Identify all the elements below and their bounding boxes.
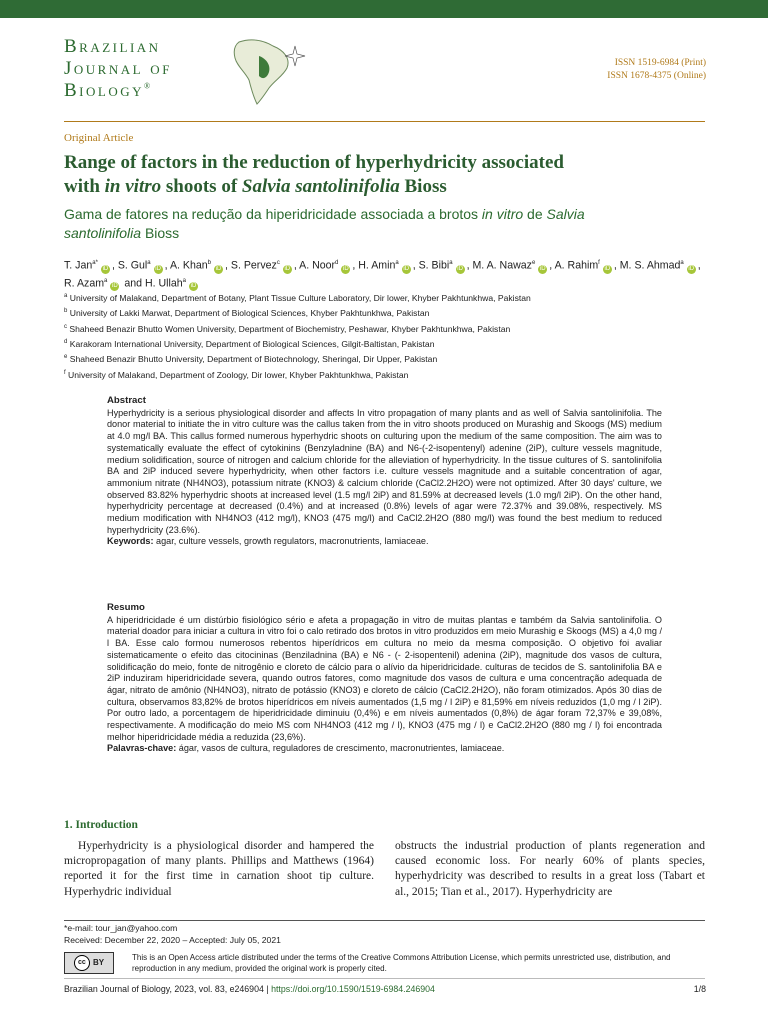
author-list: T. Jan$^{a*}$iD , S. Gul$^a$iD , A. Khan$^b$iD , S. Pervez$^c$iD , A. Noor$^d$iD , H. Amin$^a$iD , S. Bibi$^a$iD , M. A. Nawaz$^e$iD , A. Rahim$^f$iD , M. S. Ahmad$^a$iD , R. Azam$^a$iD and H. Ullah$^a$iD xyxy=(64,259,701,290)
orcid-icon[interactable]: iD xyxy=(190,283,197,290)
author-affiliation-mark: a xyxy=(104,277,108,284)
author-name: S. Bibi xyxy=(418,259,450,272)
title-line-2: with in vitro shoots of Salvia santolinifolia Bioss xyxy=(64,176,447,197)
author-affiliation-mark: a xyxy=(147,260,151,266)
top-color-bar xyxy=(0,0,768,18)
author-name: H. Amin xyxy=(358,259,396,272)
author-affiliation-mark: f xyxy=(598,260,600,266)
corresponding-email: *e-mail: tour_jan@yahoo.com xyxy=(64,923,178,933)
orcid-icon[interactable]: iD xyxy=(343,265,349,272)
issn-block xyxy=(607,57,706,83)
author-name: S. Pervez xyxy=(230,259,277,272)
author-affiliation-mark: e xyxy=(531,260,536,266)
abstract-text: Hyperhydricity is a serious physiological disorder and affects In vitro propagation of many plants and as well of Salvia santolinifolia. The donor material to initiate the in vitro culture was the callus taken from the in vitro shoots produced on Murashig and Skoogs (MS) medium at 4.0 mg/l BA. This callus formed numerous hyperhydric shoots on culturing upon the medium of the same composition. The aim was to systematically evaluate the effect of cytokinins (Benzyladnine (BA) and N6-(-2-isopentenyl) adenine (2iP), culture vessels magnitude, medium solidification, source of nitrogen and calcium chloride for the alleviation of hyperhydricity. In the tissue cultures of S. santolinifolia BA and 2iP induced severe hyperhydricity, when other factors i.e. culture vessels magnitude and a suitable concentration of agar, ammonium nitrate (NH4NO3), potassium nitrate (KNO3) & calcium chloride (CaCl2.2H2O) were not optimized. After 30 days' culture, we observed 83.82% hyperhydric shoots at increased level (1.5 mg/l 2iP) and 81.59% at decreased levels (1.0 mg/l 2iP). On the other hand, hyperhydricity percentage at decreased (0.4%) and at increased (0.8%) levels of agar were 72.37% and 39.08%, respectively. MS medium modification with NH4NO3 (412 mg/l), KNO3 (475 mg/l) and CaCl2.2H2O (880 mg/l) was found the best medium to reduced hyperhydricity (23.6%). xyxy=(107,407,662,535)
affiliation-item: $^f$ University of Malakand, Department of Zoology, Dir lower, Khyber Pakhtunkhwa, Pakistan xyxy=(64,369,409,380)
author-name: A. Noor xyxy=(299,259,336,272)
title-line-1: Range of factors in the reduction of hyperhydricity associated xyxy=(64,152,564,173)
introduction-column-1: Hyperhydricity is a physiological disorder and hampered the micropropagation of many plants. Phillips and Matthews (1964) reported it for the first time in carnation shoot tip culture. Hyperhydric individual xyxy=(64,840,374,898)
author-affiliation-mark: b xyxy=(207,260,211,266)
issn-print: ISSN 1519-6984 (Print) xyxy=(614,58,706,68)
author-name: H. Ullah xyxy=(144,277,183,290)
author-name: R. Azam xyxy=(64,277,105,290)
orcid-icon[interactable]: iD xyxy=(457,265,463,272)
article-subtitle-portuguese: Gama de fatores na redução da hiperidricidade associada a brotos in vitro de Salvia santolinifolia Bioss xyxy=(64,206,585,241)
author-affiliation-mark: a xyxy=(680,260,684,266)
footer-citation: Brazilian Journal of Biology, 2023, vol. 83, e246904 | https://doi.org/10.1590/1519-6984.246904 xyxy=(64,984,435,994)
author-name: A. Khan xyxy=(169,259,208,272)
author-affiliation-mark: c xyxy=(276,260,280,266)
author-affiliation-mark: a xyxy=(395,260,399,266)
footnote xyxy=(64,923,281,946)
creative-commons-badge[interactable]: cc BY xyxy=(64,952,114,974)
orcid-icon[interactable]: iD xyxy=(688,265,695,272)
logo-word-1: Brazilian xyxy=(64,36,161,57)
orcid-icon[interactable]: iD xyxy=(112,283,118,290)
received-accepted-dates: Received: December 22, 2020 – Accepted: July 05, 2021 xyxy=(64,934,281,945)
article-title xyxy=(64,151,714,199)
author-affiliation-mark: a* xyxy=(92,260,98,266)
orcid-icon[interactable]: iD xyxy=(102,265,109,272)
orcid-icon[interactable]: iD xyxy=(155,265,161,272)
author-name: A. Rahim xyxy=(554,259,599,272)
logo-word-3: Biology® xyxy=(64,80,153,101)
journal-logo xyxy=(64,36,264,106)
introduction-column-2: obstructs the industrial production of plants regeneration and caused economic loss. For nearly 60% of plants species, hyperhydricity was described to results in a great loss (Tabart et al., 2015; Tian et al., 2017). Hyperhydricity are xyxy=(395,840,705,898)
abstract-keywords: Keywords: agar, culture vessels, growth regulators, macronutrients, lamiaceae. xyxy=(107,536,429,547)
affiliation-item: $^e$ Shaheed Benazir Bhutto University, Department of Biotechnology, Sheringal, Dir Upper, Pakistan xyxy=(64,354,438,365)
header-divider xyxy=(64,121,705,122)
orcid-icon[interactable]: iD xyxy=(215,265,222,272)
author-affiliation-mark: a xyxy=(182,277,186,284)
resumo-keywords: Palavras-chave: ágar, vasos de cultura, reguladores de crescimento, macronutrientes, lamiaceae. xyxy=(107,743,505,754)
orcid-icon[interactable]: iD xyxy=(284,265,291,272)
author-name: M. A. Nawaz xyxy=(472,259,532,272)
article-type: Original Article xyxy=(64,132,134,144)
affiliation-item: $^d$ Karakoram International University, Department of Biological Sciences, Gilgit-Baltistan, Pakistan xyxy=(64,338,435,349)
resumo-heading: Resumo xyxy=(107,602,145,613)
author-affiliation-mark: d xyxy=(335,260,339,266)
resumo-section xyxy=(107,602,662,755)
logo-word-2: Journal of xyxy=(64,58,172,79)
affiliation-item: $^b$ University of Lakki Marwat, Department of Biological Sciences, Khyber Pakhtunkhwa, Pakistan xyxy=(64,308,430,319)
affiliation-item: $^a$ University of Malakand, Department of Botany, Plant Tissue Culture Laboratory, Dir lower, Khyber Pakhtunkhwa, Pakistan xyxy=(64,292,531,303)
affiliations xyxy=(64,290,709,382)
abstract-section xyxy=(107,395,662,548)
footnote-divider xyxy=(64,920,705,921)
resumo-text: A hiperidricidade é um distúrbio fisiológico sério e afeta a propagação in vitro de muitas plantas e também da Salvia santolinifolia. O material doador para iniciar a cultura in vitro foi o calo retirado dos brotos in vitro produzidos em meio Murashig e Skoogs (MS) a 4,0 mg / l BA. Esse calo formou numerosos rebentos hiperídricos em cultura no meio da mesma composição. O objetivo foi avaliar sistematicamente o efeito das citocininas (Benziladnina (BA) e N6 - (- 2-isopentenil) adenina (2iP), magnitude dos vasos de cultura, solidificação do meio, fonte de nitrogênio e cloreto de cálcio para o alívio da hiperidricidade. culturas de tecidos de S. santolinifolia BA e 2iP induziram hiperidricidade severa, quando outros fatores, como magnitude dos vasos de cultura e uma concentração adequada de ágar, nitrato de amônio (NH4NO3), nitrato de potássio (KNO3) e cloreto de cálcio (CaCl2.2H2O), não foram otimizados. Após 30 dias de cultura, observamos 83,82% de brotos hiperídricos em níveis aumentados (1,5 mg / l 2iP) e 81,59% em níveis reduzidos (1,0 mg / l 2iP). Por outro lado, a porcentagem de hiperidricidade diminuiu (0,4%) e em níveis aumentados (0,8%) de ágar foram 72,37% e 39,08%, respectivamente. A modificação do meio MS com NH4NO3 (412 mg / l), KNO3 (475 mg / l) e CaCl2.2H2O (880 mg / l) foi encontrada melhor hiperidricidade média a reduzida (23,6%). xyxy=(107,614,662,742)
orcid-icon[interactable]: iD xyxy=(403,265,410,272)
south-america-map-icon xyxy=(219,36,309,106)
issn-online: ISSN 1678-4375 (Online) xyxy=(607,71,706,81)
author-name: T. Jan xyxy=(64,259,93,272)
abstract-heading: Abstract xyxy=(107,395,146,406)
footer-divider xyxy=(64,978,705,979)
introduction-heading: 1. Introduction xyxy=(64,819,138,831)
affiliation-item: $^c$ Shaheed Benazir Bhutto Women University, Department of Biochemistry, Peshawar, Khyber Pakhtunkhwa, Pakistan xyxy=(64,323,511,334)
page-number: 1/8 xyxy=(693,984,706,994)
doi-link[interactable]: https://doi.org/10.1590/1519-6984.246904 xyxy=(271,984,435,994)
author-name: S. Gul xyxy=(117,259,148,272)
cc-icon: cc xyxy=(74,955,90,971)
author-name: M. S. Ahmad xyxy=(619,259,681,272)
orcid-icon[interactable]: iD xyxy=(539,265,546,272)
author-affiliation-mark: a xyxy=(449,260,453,266)
orcid-icon[interactable]: iD xyxy=(604,265,611,272)
license-text: This is an Open Access article distributed under the terms of the Creative Commons Attribution License, which permits unrestricted use, distribution, and reproduction in any medium, provided the original work is properly cited. xyxy=(132,953,671,973)
